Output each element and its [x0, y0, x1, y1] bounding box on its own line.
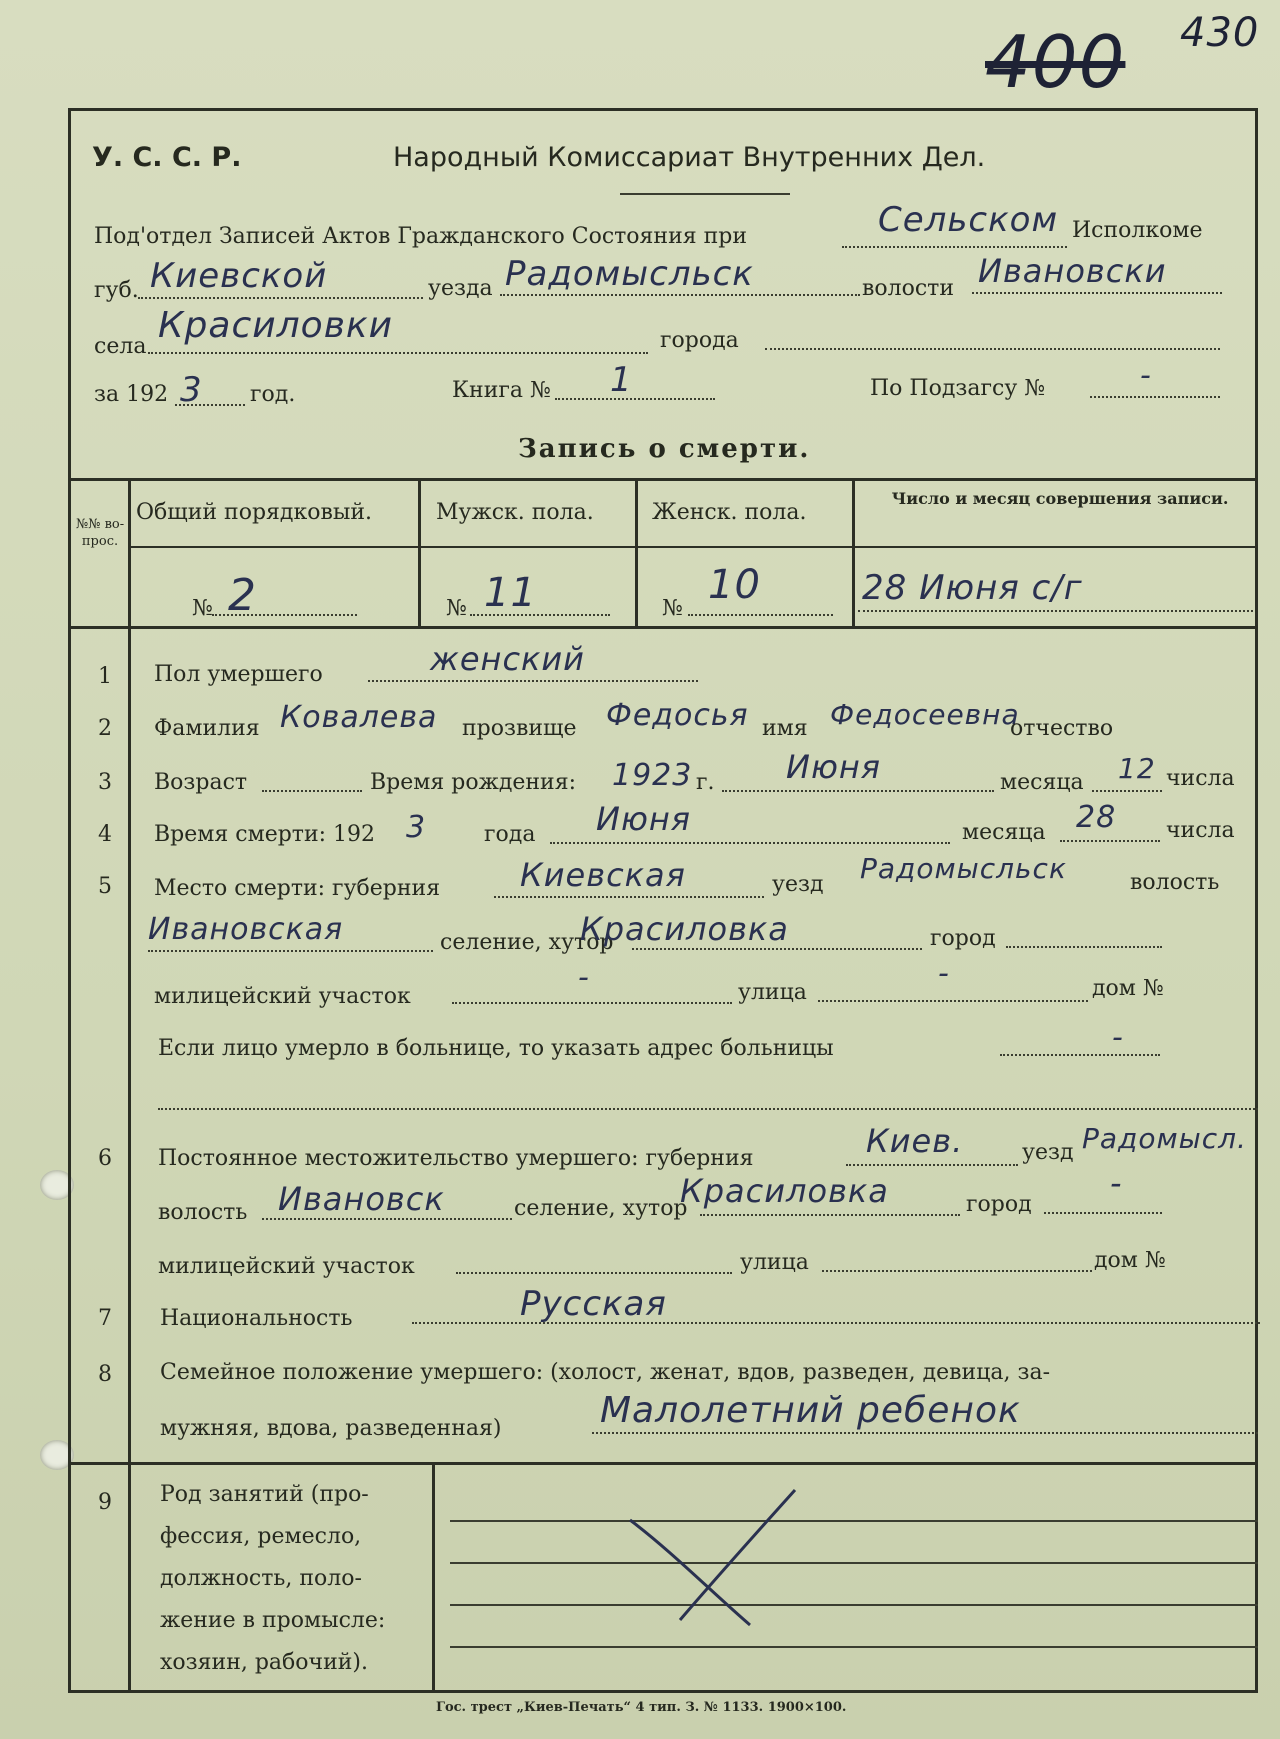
place-village-label: селение, хутор: [440, 930, 614, 955]
row-number: 5: [98, 874, 112, 899]
nationality-label: Национальность: [160, 1306, 353, 1331]
row-number: 2: [98, 716, 112, 741]
place-uezd: Радомысльск: [860, 852, 1067, 885]
place-gub: Киевская: [520, 856, 686, 894]
year-label: за 192: [94, 382, 169, 407]
age-label: Возраст: [154, 770, 248, 795]
militia-label: милицейский участок: [154, 984, 411, 1009]
occupation-line: [450, 1604, 1258, 1606]
ministry-label: Народный Комиссариат Внутренних Дел.: [393, 142, 986, 173]
family-label-2: мужняя, вдова, разведенная): [160, 1416, 502, 1441]
age-line: [262, 790, 362, 792]
place-uezd-label: уезд: [772, 872, 824, 897]
death-day-line: [1060, 840, 1160, 842]
table-body-rule: [68, 626, 1258, 629]
office-at-line: [842, 246, 1067, 248]
col-general-label: Общий порядковый.: [136, 500, 373, 525]
print-imprint: Гос. трест „Киев-Печать“ 4 тип. З. № 1133. 1900×100.: [436, 1700, 847, 1715]
family-line: [592, 1432, 1258, 1434]
row-number: 8: [98, 1362, 112, 1387]
table-header-rule: [128, 546, 1258, 548]
gub-value: Киевской: [150, 256, 328, 296]
sex-line: [368, 680, 698, 682]
occupation-line: [450, 1520, 1258, 1522]
death-day-label: числа: [1166, 818, 1235, 843]
occupation-label-3: должность, поло-: [160, 1566, 362, 1591]
col-divider: [128, 478, 131, 1693]
street-label: улица: [738, 980, 807, 1005]
volost-label: волости: [862, 276, 955, 301]
nickname-label: прозвище: [462, 716, 577, 741]
hospital-line-2: [158, 1108, 1258, 1110]
residence-uezd: Радомысл.: [1082, 1122, 1247, 1155]
corner-number-struck: 400: [985, 20, 1126, 104]
occupation-label-4: жение в промысле:: [160, 1608, 386, 1633]
sex-value: женский: [430, 640, 585, 678]
name-label: имя: [762, 716, 808, 741]
col-divider: [852, 478, 855, 626]
place-village: Красиловка: [580, 910, 789, 948]
selo-value: Красиловки: [158, 305, 394, 346]
birth-day: 12: [1118, 752, 1156, 785]
sex-label: Пол умершего: [154, 662, 323, 687]
podzags-label: По Подзагсу №: [870, 376, 1046, 401]
row-number: 3: [98, 770, 112, 795]
col-questions-label: №№ во-прос.: [75, 517, 125, 549]
row-number: 7: [98, 1306, 112, 1331]
gub-line: [138, 297, 423, 299]
col-date-label: Число и месяц совершения записи.: [891, 489, 1229, 508]
row-number: 4: [98, 822, 112, 847]
residence-house-label: дом №: [1094, 1248, 1166, 1273]
place-village-line: [632, 948, 922, 950]
occupation-cross-mark: [600, 1480, 820, 1630]
male-value: 11: [484, 570, 537, 616]
podzags-line: [1090, 396, 1220, 398]
residence-village-label: селение, хутор: [514, 1196, 688, 1221]
place-volost: Ивановская: [148, 912, 344, 947]
birth-month: Июня: [786, 748, 882, 786]
residence-militia-label: милицейский участок: [158, 1254, 415, 1279]
volost-value: Ивановски: [978, 252, 1167, 290]
occupation-line: [450, 1646, 1258, 1648]
death-year-digit: 3: [406, 810, 427, 845]
residence-uezd-label: уезд: [1022, 1140, 1074, 1165]
death-label: Время смерти: 192: [154, 822, 376, 847]
death-month: Июня: [596, 800, 692, 838]
col-male-label: Мужск. пола.: [436, 500, 594, 525]
col-divider: [418, 478, 421, 626]
female-line: [688, 614, 833, 616]
uezd-line: [500, 294, 860, 296]
general-no-prefix: №: [192, 596, 213, 621]
book-label: Книга №: [452, 378, 551, 403]
male-no-prefix: №: [446, 596, 467, 621]
year-suffix: год.: [250, 382, 296, 407]
birth-day-line: [1092, 790, 1162, 792]
place-label: Место смерти: губерния: [154, 876, 441, 901]
residence-gub-line: [846, 1164, 1018, 1166]
hospital-value: -: [1112, 1020, 1124, 1055]
row-number: 9: [98, 1490, 112, 1515]
republic-label: У. С. С. Р.: [92, 142, 242, 173]
header-divider: [620, 193, 790, 195]
selo-line: [148, 352, 648, 354]
occupation-top-rule: [68, 1462, 1258, 1465]
birth-label: Время рождения:: [370, 770, 577, 795]
house-label: дом №: [1092, 976, 1164, 1001]
date-value: 28 Июня с/г: [862, 568, 1083, 608]
row-number: 1: [98, 664, 112, 689]
uezd-label: уезда: [428, 276, 493, 301]
birth-day-label: числа: [1166, 766, 1235, 791]
residence-volost-line: [262, 1218, 512, 1220]
place-gub-line: [494, 896, 764, 898]
general-value: 2: [228, 570, 257, 621]
office-at-value: Сельском: [878, 200, 1059, 240]
residence-city: -: [1110, 1164, 1123, 1202]
row-number: 6: [98, 1146, 112, 1171]
occupation-label-1: Род занятий (про-: [160, 1482, 369, 1507]
date-line: [858, 610, 1253, 612]
residence-volost: Ивановск: [278, 1180, 445, 1218]
residence-village-line: [700, 1214, 960, 1216]
residence-street-line: [822, 1270, 1092, 1272]
occupation-label-2: фессия, ремесло,: [160, 1524, 362, 1549]
street-value: -: [938, 956, 950, 991]
female-no-prefix: №: [662, 596, 683, 621]
book-value: 1: [610, 360, 633, 400]
book-line: [555, 398, 715, 400]
office-suffix: Исполкоме: [1072, 218, 1203, 243]
death-month-label: месяца: [962, 820, 1046, 845]
death-year-label: года: [484, 822, 536, 847]
residence-volost-label: волость: [158, 1200, 248, 1225]
death-day: 28: [1076, 800, 1117, 835]
year-line: [175, 404, 245, 406]
hospital-line: [1000, 1054, 1160, 1056]
street-line: [818, 1000, 1088, 1002]
uezd-value: Радомысльск: [505, 254, 754, 294]
residence-village: Красиловка: [680, 1172, 889, 1210]
nickname-value: Федосья: [606, 698, 749, 733]
birth-year: 1923: [612, 758, 693, 793]
occupation-divider: [432, 1462, 435, 1693]
surname-value: Ковалева: [280, 700, 438, 735]
birth-month-label: месяца: [1000, 770, 1084, 795]
table-top-rule: [68, 478, 1258, 481]
col-female-label: Женск. пола.: [652, 500, 807, 525]
col-divider: [635, 478, 638, 626]
place-city-label: город: [930, 926, 996, 951]
nationality-value: Русская: [520, 1284, 667, 1324]
place-volost-label: волость: [1130, 870, 1220, 895]
corner-number: 430: [1180, 10, 1260, 56]
hospital-label: Если лицо умерло в больнице, то указать адрес больницы: [158, 1036, 834, 1061]
gub-label: губ.: [94, 278, 139, 303]
residence-gub: Киев.: [866, 1122, 964, 1160]
place-volost-line: [148, 950, 433, 952]
residence-militia-line: [456, 1272, 732, 1274]
record-title: Запись о смерти.: [518, 434, 811, 464]
female-value: 10: [708, 562, 761, 608]
birth-month-line: [722, 790, 994, 792]
year-value: 3: [180, 370, 203, 410]
gorod-line: [765, 348, 1220, 350]
selo-label: села: [94, 334, 147, 359]
place-city-line: [1006, 946, 1162, 948]
birth-year-suffix: г.: [696, 770, 715, 795]
residence-city-label: город: [966, 1192, 1032, 1217]
death-month-line: [550, 842, 950, 844]
volost-line: [972, 292, 1222, 294]
gorod-label: города: [660, 328, 739, 353]
family-value: Малолетний ребенок: [600, 1390, 1021, 1431]
militia-value: -: [578, 960, 590, 995]
residence-label: Постоянное местожительство умершего: губерния: [158, 1146, 754, 1171]
residence-street-label: улица: [740, 1250, 809, 1275]
office-prefix: Под'отдел Записей Актов Гражданского Состояния при: [94, 224, 748, 249]
patronymic-label: отчество: [1010, 716, 1114, 741]
family-label-1: Семейное положение умершего: (холост, женат, вдов, разведен, девица, за-: [160, 1360, 1051, 1385]
name-value: Федосеевна: [830, 698, 1020, 731]
podzags-value: -: [1140, 358, 1152, 393]
occupation-line: [450, 1562, 1258, 1564]
residence-city-line: [1044, 1212, 1162, 1214]
surname-label: Фамилия: [154, 716, 260, 741]
occupation-label-5: хозяин, рабочий).: [160, 1650, 368, 1675]
militia-line: [452, 1002, 732, 1004]
